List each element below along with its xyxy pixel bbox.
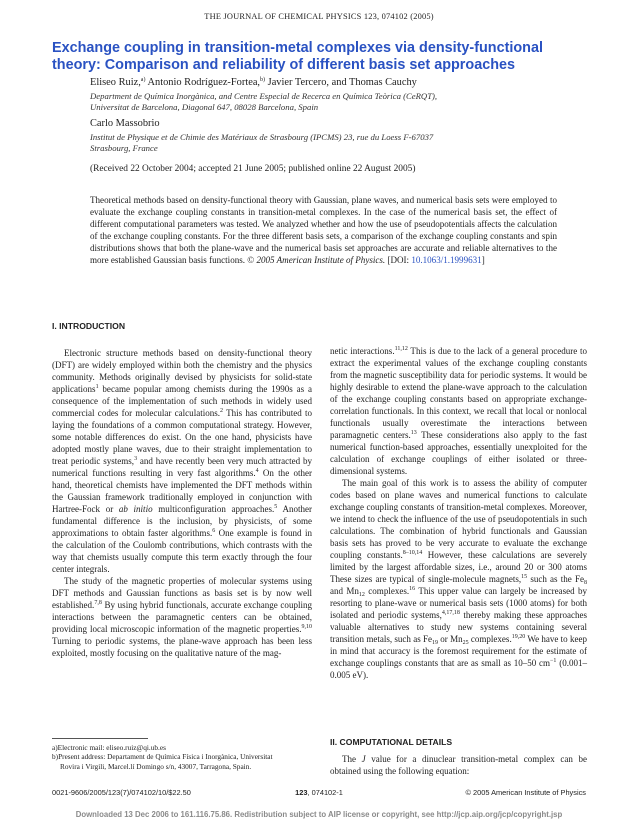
affiliation-1-line-1: Department de Química Inorgànica, and Centre Especial de Recerca en Química Teòrica (CeRQT), <box>90 91 438 101</box>
section-heading-computational-details: II. COMPUTATIONAL DETAILS <box>330 737 453 747</box>
download-notice: Downloaded 13 Dec 2006 to 161.116.75.86. Redistribution subject to AIP license or copyright, see http://jcp.aip.org/jcp/copyright.jsp <box>75 810 563 819</box>
article-title: Exchange coupling in transition-metal complexes via density-functional theory: Comparison and reliability of different basis set approaches <box>52 40 543 73</box>
affiliation-2-line-1: Institut de Physique et de Chimie des Matériaux de Strasbourg (IPCMS) 23, rue du Loess F-67037 <box>90 132 434 142</box>
doi-link[interactable]: 10.1063/1.1999631 <box>411 254 482 265</box>
affiliation-1-line-2: Universitat de Barcelona, Diagonal 647, 08028 Barcelona, Spain <box>90 102 319 112</box>
footnote-b: b)Present address: Departament de Química Física i Inorgànica, Universitat <box>52 752 273 762</box>
body-column-left <box>52 348 312 660</box>
body-paragraph: netic interactions.$^{11,12}$ This is due to the lack of a general procedure to extract the experimental values of the exchange coupling constants from the magnetic susceptibility data for periodic systems. It would be highly desirable to extend the plane-wave approach to the calculation of the exchange coupling constants based on appropriate exchange-correlation functionals. In this context, we recall that local or nonlocal functionals usually overestimate the interactions between paramagnetic centers.$^{13}$ These considerations also apply to the fast numerical function-based approaches, essentially unexploited for the calculation of exchange couplings of either isolated or three-dimensional systems. <box>330 346 587 476</box>
received-dates: (Received 22 October 2004; accepted 21 June 2005; published online 22 August 2005) <box>90 164 416 174</box>
affiliation-2-line-2: Strasbourg, France <box>90 143 158 153</box>
abstract: Theoretical methods based on density-functional theory with Gaussian, plane waves, and numerical basis sets were employed to evaluate the exchange coupling constants in transition-metal complexes. In the case of the numerical basis set, the effect of different computational parameters was tested. We analyzed whether and how the use of pseudopotentials affects the calculation of the exchange coupling constants. For the three different basis sets, a comparison of the exchange coupling constants and spin distributions shows that both the plane-wave and the numerical basis set approaches are accurate and reliable alternatives to the more established Gaussian basis functions. © 2005 American Institute of Physics. [DOI: 10.1063/1.1999631] <box>90 195 557 265</box>
author-name: Eliseo Ruiz, <box>90 77 141 88</box>
author-name: Javier Tercero, and Thomas Cauchy <box>265 77 417 88</box>
author-line-2: Carlo Massobrio <box>90 118 160 129</box>
body-paragraph: The J value for a dinuclear transition-metal complex can be obtained using the following equation: <box>330 754 587 776</box>
footer-copyright: © 2005 American Institute of Physics <box>465 788 586 797</box>
footnote-divider <box>52 738 148 739</box>
body-paragraph: The study of the magnetic properties of molecular systems using DFT methods and Gaussian functions as basis set is by now well established.$^{7,8}$ By using hybrid functionals, accurate exchange coupling interactions between the paramagnetic centers can be obtained, providing local microscopic information of the magnetic properties.$^{9,10}$ Turning to periodic systems, the plane-wave approach has been less exploited, mostly focusing on the qualitative nature of the mag- <box>52 575 312 658</box>
footnote-a: a)Electronic mail: eliseo.ruiz@qi.ub.es <box>52 743 166 752</box>
body-column-right <box>330 346 587 682</box>
footer-issn: 0021-9606/2005/123(7)/074102/10/$22.50 <box>52 788 191 797</box>
footer-page-number: 123, 074102-1 <box>295 788 343 797</box>
section-heading-introduction: I. INTRODUCTION <box>52 321 126 331</box>
footnotes <box>52 743 314 771</box>
journal-header: THE JOURNAL OF CHEMICAL PHYSICS 123, 074102 (2005) <box>204 12 434 21</box>
author-footnote-mark: b) <box>260 77 266 83</box>
body-paragraph: The main goal of this work is to assess the ability of computer codes based on plane waves and numerical functions to calculate exchange coupling constants of transition-metal complexes. Moreover, we intend to check the influence of the use of pseudopotentials in such calculations. The combination of hybrid functionals and Gaussian basis sets has proved to be very accurate to evaluate the exchange coupling constants.$^{8-10,14}$ However, these calculations are severely limited by the largest affordable sizes, i.e., around 20 or 300 atoms These sizes are typical of single-molecule magnets,$^{15}$ such as the $Fe_8$ and $Mn_{12}$ complexes.$^{16}$ This upper value can largely be increased by resorting to plane-wave or numerical basis sets (1000 atoms) for both isolated and periodic systems,$^{4,17,18}$ thereby making these approaches valuable alternatives to study new systems containing several transition metals, such as $Fe_{19}$ or $Mn_{25}$ complexes.$^{19,20}$ We have to keep in mind that accuracy is the foremost requirement for the estimate of exchange couplings constants that are as small as 10–50 $cm^{-1}$ (0.001–0.005 eV). <box>330 477 588 680</box>
author-footnote-mark: a) <box>140 77 146 83</box>
author-name: Antonio Rodríguez-Fortea, <box>145 77 261 88</box>
author-line-1 <box>90 77 417 89</box>
body-paragraph: Electronic structure methods based on density-functional theory (DFT) are widely employed within both the chemistry and the physics community. Methods originally devised by physicists for solid-state applications$^1$ became popular among chemists during the 1990s as a consequence of the implementation of such methods in widely used commercial codes for molecular calculations.$^2$ This has contributed to laying the foundations of a common computational strategy. However, some notable differences do exist. On the one hand, physicists have adopted mostly plane waves, due to their straight implementation to treat periodic systems,$^3$ and have recently been very much attracted by numerical functions resulting in very fast algorithms.$^4$ On the other hand, theoretical chemists have implemented the DFT methods within the Gaussian framework traditionally employed in conjunction with Hartree-Fock or ab initio multiconfiguration approaches.$^5$ Another fundamental difference is the inclusion, by physicists, of some approximations to obtain faster algorithms.$^6$ One example is found in the calculation of the Coulomb contributions, which contrasts with the way that chemists usually compute this term exactly through the four center integrals. <box>52 348 313 574</box>
footnote-b-continued: Rovira i Virgili, Marcel.lí Domingo s/n, 43007, Tarragona, Spain. <box>60 761 252 771</box>
